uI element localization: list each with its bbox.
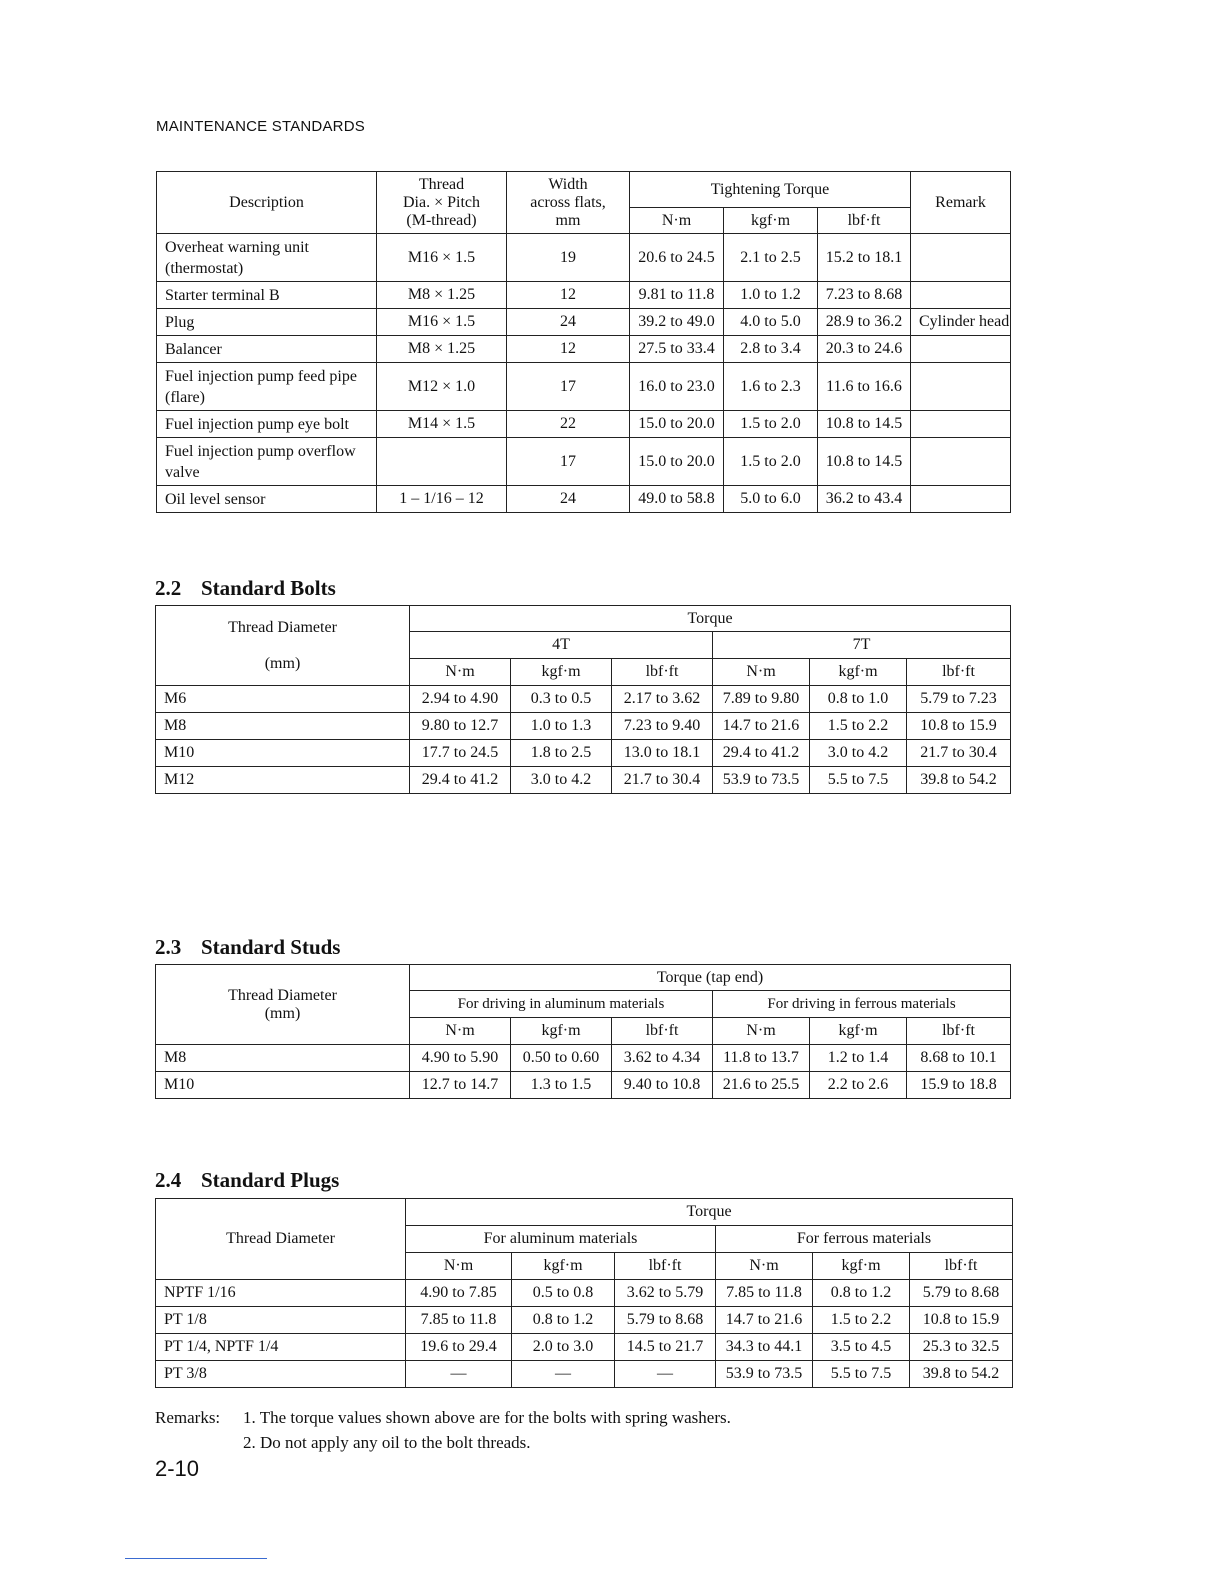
cell-nm: 2.94 to 4.90 (410, 686, 511, 713)
col-header-nm: N·m (410, 659, 511, 686)
remarks (155, 1405, 731, 1455)
col-header-kgfm: kgf·m (813, 1253, 910, 1280)
cell-nm: 14.7 to 21.6 (716, 1307, 813, 1334)
table-row (157, 309, 1011, 336)
table-row (157, 336, 1011, 363)
col-header-aluminum: For driving in aluminum materials (410, 991, 713, 1018)
cell-thread: M8 × 1.25 (377, 282, 507, 309)
cell-nm: 12.7 to 14.7 (410, 1072, 511, 1099)
col-header-nm: N·m (713, 659, 810, 686)
col-header-grade-7t: 7T (713, 632, 1011, 659)
cell-lbfft: 10.8 to 15.9 (910, 1307, 1013, 1334)
table-row (156, 1072, 1011, 1099)
col-header-kgfm: kgf·m (511, 1018, 612, 1045)
cell-kgfm: — (512, 1361, 615, 1388)
cell-lbfft: 39.8 to 54.2 (907, 767, 1011, 794)
cell-width: 24 (507, 486, 630, 513)
table-row (156, 713, 1011, 740)
cell-lbfft: — (615, 1361, 716, 1388)
cell-lbfft: 3.62 to 4.34 (612, 1045, 713, 1072)
cell-kgfm: 3.0 to 4.2 (810, 740, 907, 767)
cell-description: Fuel injection pump eye bolt (157, 411, 377, 438)
cell-kgfm: 1.6 to 2.3 (724, 363, 818, 411)
cell-lbfft: 21.7 to 30.4 (612, 767, 713, 794)
cell-thread-diameter: M8 (156, 713, 410, 740)
col-header-thread: Thread Dia. × Pitch (M-thread) (377, 172, 507, 234)
table-row (157, 486, 1011, 513)
cell-thread: M16 × 1.5 (377, 234, 507, 282)
cell-nm: 11.8 to 13.7 (713, 1045, 810, 1072)
cell-thread-diameter: M10 (156, 1072, 410, 1099)
cell-nm: 49.0 to 58.8 (630, 486, 724, 513)
cell-lbfft: 3.62 to 5.79 (615, 1280, 716, 1307)
cell-kgfm: 3.0 to 4.2 (511, 767, 612, 794)
section-title-standard-bolts: 2.2 Standard Bolts (155, 576, 336, 600)
cell-kgfm: 5.5 to 7.5 (810, 767, 907, 794)
cell-remark (911, 438, 1011, 486)
cell-lbfft: 5.79 to 8.68 (910, 1280, 1013, 1307)
cell-lbfft: 14.5 to 21.7 (615, 1334, 716, 1361)
cell-description: Starter terminal B (157, 282, 377, 309)
cell-remark (911, 486, 1011, 513)
cell-thread: 1 – 1/16 – 12 (377, 486, 507, 513)
table-row (156, 1334, 1013, 1361)
col-header-torque: Torque (406, 1199, 1013, 1226)
cell-remark: Cylinder head (911, 309, 1011, 336)
table-row (156, 686, 1011, 713)
table-row (156, 1307, 1013, 1334)
cell-lbfft: 15.2 to 18.1 (818, 234, 911, 282)
cell-nm: 7.85 to 11.8 (406, 1307, 512, 1334)
col-header-thread-diameter: Thread Diameter (mm) (156, 965, 410, 1045)
cell-kgfm: 3.5 to 4.5 (813, 1334, 910, 1361)
col-header-lbfft: lbf·ft (907, 1018, 1011, 1045)
table-row (157, 363, 1011, 411)
cell-kgfm: 1.2 to 1.4 (810, 1045, 907, 1072)
cell-thread: M14 × 1.5 (377, 411, 507, 438)
cell-thread (377, 438, 507, 486)
col-header-torque-tap-end: Torque (tap end) (410, 965, 1011, 991)
table-row (157, 438, 1011, 486)
cell-description: Fuel injection pump feed pipe (flare) (157, 363, 377, 411)
table-row (156, 740, 1011, 767)
cell-kgfm: 0.8 to 1.2 (813, 1280, 910, 1307)
cell-nm: 53.9 to 73.5 (713, 767, 810, 794)
cell-description: Overheat warning unit (thermostat) (157, 234, 377, 282)
cell-nm: 7.89 to 9.80 (713, 686, 810, 713)
cell-kgfm: 2.0 to 3.0 (512, 1334, 615, 1361)
cell-nm: 20.6 to 24.5 (630, 234, 724, 282)
col-header-kgfm: kgf·m (511, 659, 612, 686)
cell-lbfft: 39.8 to 54.2 (910, 1361, 1013, 1388)
cell-lbfft: 9.40 to 10.8 (612, 1072, 713, 1099)
cell-nm: 4.90 to 7.85 (406, 1280, 512, 1307)
cell-lbfft: 10.8 to 14.5 (818, 411, 911, 438)
cell-thread-diameter: NPTF 1/16 (156, 1280, 406, 1307)
standard-plugs-table (155, 1198, 1013, 1388)
cell-nm: 21.6 to 25.5 (713, 1072, 810, 1099)
cell-kgfm: 0.5 to 0.8 (512, 1280, 615, 1307)
cell-nm: 7.85 to 11.8 (716, 1280, 813, 1307)
cell-nm: 4.90 to 5.90 (410, 1045, 511, 1072)
cell-thread-diameter: PT 1/4, NPTF 1/4 (156, 1334, 406, 1361)
col-header-kgfm: kgf·m (512, 1253, 615, 1280)
cell-description: Oil level sensor (157, 486, 377, 513)
cell-kgfm: 1.3 to 1.5 (511, 1072, 612, 1099)
cell-lbfft: 11.6 to 16.6 (818, 363, 911, 411)
cell-thread-diameter: PT 1/8 (156, 1307, 406, 1334)
cell-kgfm: 0.8 to 1.2 (512, 1307, 615, 1334)
cell-nm: — (406, 1361, 512, 1388)
cell-thread: M8 × 1.25 (377, 336, 507, 363)
cell-kgfm: 1.8 to 2.5 (511, 740, 612, 767)
col-header-lbfft: lbf·ft (907, 659, 1011, 686)
cell-kgfm: 5.0 to 6.0 (724, 486, 818, 513)
cell-width: 17 (507, 363, 630, 411)
cell-kgfm: 0.8 to 1.0 (810, 686, 907, 713)
cell-lbfft: 36.2 to 43.4 (818, 486, 911, 513)
standard-plugs-table-body (156, 1280, 1013, 1388)
remark-item: 2. Do not apply any oil to the bolt threads. (243, 1433, 531, 1452)
cell-nm: 9.81 to 11.8 (630, 282, 724, 309)
cell-lbfft: 21.7 to 30.4 (907, 740, 1011, 767)
cell-lbfft: 13.0 to 18.1 (612, 740, 713, 767)
cell-nm: 15.0 to 20.0 (630, 411, 724, 438)
col-header-thread-diameter: Thread Diameter (156, 1199, 406, 1280)
torque-spec-table (156, 171, 1011, 513)
cell-nm: 39.2 to 49.0 (630, 309, 724, 336)
cell-nm: 29.4 to 41.2 (713, 740, 810, 767)
col-header-nm: N·m (410, 1018, 511, 1045)
standard-bolts-table-body (156, 686, 1011, 794)
standard-studs-table-body (156, 1045, 1011, 1099)
cell-kgfm: 0.50 to 0.60 (511, 1045, 612, 1072)
cell-description: Plug (157, 309, 377, 336)
cell-lbfft: 28.9 to 36.2 (818, 309, 911, 336)
cell-width: 24 (507, 309, 630, 336)
cell-lbfft: 10.8 to 15.9 (907, 713, 1011, 740)
cell-remark (911, 411, 1011, 438)
col-header-thread-diameter: Thread Diameter (mm) (156, 606, 410, 686)
standard-studs-table (155, 964, 1011, 1099)
page-number: 2-10 (155, 1456, 200, 1481)
footer-rule (125, 1558, 267, 1559)
col-header-aluminum: For aluminum materials (406, 1226, 716, 1253)
col-header-tightening-torque: Tightening Torque (630, 172, 911, 208)
cell-lbfft: 2.17 to 3.62 (612, 686, 713, 713)
col-header-ferrous: For ferrous materials (716, 1226, 1013, 1253)
cell-thread-diameter: M10 (156, 740, 410, 767)
cell-remark (911, 363, 1011, 411)
cell-width: 22 (507, 411, 630, 438)
table-row (157, 411, 1011, 438)
col-header-kgfm: kgf·m (810, 659, 907, 686)
col-header-nm: N·m (716, 1253, 813, 1280)
cell-kgfm: 2.2 to 2.6 (810, 1072, 907, 1099)
cell-width: 12 (507, 336, 630, 363)
col-header-lbfft: lbf·ft (612, 659, 713, 686)
cell-nm: 19.6 to 29.4 (406, 1334, 512, 1361)
cell-lbfft: 5.79 to 7.23 (907, 686, 1011, 713)
cell-nm: 15.0 to 20.0 (630, 438, 724, 486)
col-header-nm: N·m (406, 1253, 512, 1280)
cell-kgfm: 1.0 to 1.3 (511, 713, 612, 740)
col-header-lbfft: lbf·ft (818, 208, 911, 234)
section-title-standard-studs: 2.3 Standard Studs (155, 935, 341, 959)
cell-nm: 9.80 to 12.7 (410, 713, 511, 740)
col-header-remark: Remark (911, 172, 1011, 234)
col-header-description: Description (157, 172, 377, 234)
cell-width: 17 (507, 438, 630, 486)
cell-lbfft: 5.79 to 8.68 (615, 1307, 716, 1334)
table-row (156, 767, 1011, 794)
cell-width: 19 (507, 234, 630, 282)
table-row (157, 282, 1011, 309)
cell-remark (911, 282, 1011, 309)
cell-kgfm: 1.5 to 2.0 (724, 438, 818, 486)
cell-kgfm: 1.5 to 2.0 (724, 411, 818, 438)
table-row (156, 1280, 1013, 1307)
cell-remark (911, 234, 1011, 282)
section-title-standard-plugs: 2.4 Standard Plugs (155, 1168, 340, 1192)
col-header-grade-4t: 4T (410, 632, 713, 659)
cell-remark (911, 336, 1011, 363)
cell-description: Balancer (157, 336, 377, 363)
cell-lbfft: 15.9 to 18.8 (907, 1072, 1011, 1099)
cell-nm: 17.7 to 24.5 (410, 740, 511, 767)
cell-nm: 27.5 to 33.4 (630, 336, 724, 363)
col-header-width: Width across flats, mm (507, 172, 630, 234)
remarks-label: Remarks: (155, 1408, 221, 1427)
cell-lbfft: 25.3 to 32.5 (910, 1334, 1013, 1361)
cell-thread: M16 × 1.5 (377, 309, 507, 336)
cell-nm: 53.9 to 73.5 (716, 1361, 813, 1388)
cell-thread-diameter: M6 (156, 686, 410, 713)
col-header-ferrous: For driving in ferrous materials (713, 991, 1011, 1018)
col-header-lbfft: lbf·ft (910, 1253, 1013, 1280)
cell-nm: 34.3 to 44.1 (716, 1334, 813, 1361)
cell-lbfft: 8.68 to 10.1 (907, 1045, 1011, 1072)
table-row (156, 1045, 1011, 1072)
cell-lbfft: 7.23 to 9.40 (612, 713, 713, 740)
cell-kgfm: 2.8 to 3.4 (724, 336, 818, 363)
cell-kgfm: 1.5 to 2.2 (813, 1307, 910, 1334)
cell-description: Fuel injection pump overflow valve (157, 438, 377, 486)
col-header-nm: N·m (630, 208, 724, 234)
cell-thread-diameter: M12 (156, 767, 410, 794)
col-header-lbfft: lbf·ft (615, 1253, 716, 1280)
cell-thread-diameter: M8 (156, 1045, 410, 1072)
col-header-kgfm: kgf·m (724, 208, 818, 234)
table-row (157, 234, 1011, 282)
cell-width: 12 (507, 282, 630, 309)
cell-nm: 29.4 to 41.2 (410, 767, 511, 794)
cell-thread-diameter: PT 3/8 (156, 1361, 406, 1388)
col-header-nm: N·m (713, 1018, 810, 1045)
torque-spec-table-body (157, 234, 1011, 513)
cell-nm: 14.7 to 21.6 (713, 713, 810, 740)
cell-thread: M12 × 1.0 (377, 363, 507, 411)
cell-kgfm: 1.0 to 1.2 (724, 282, 818, 309)
col-header-torque: Torque (410, 606, 1011, 632)
cell-kgfm: 0.3 to 0.5 (511, 686, 612, 713)
remark-item: 1. The torque values shown above are for the bolts with spring washers. (243, 1408, 731, 1427)
standard-bolts-table (155, 605, 1011, 794)
col-header-lbfft: lbf·ft (612, 1018, 713, 1045)
table-row (156, 1361, 1013, 1388)
cell-lbfft: 20.3 to 24.6 (818, 336, 911, 363)
cell-kgfm: 4.0 to 5.0 (724, 309, 818, 336)
cell-lbfft: 7.23 to 8.68 (818, 282, 911, 309)
cell-kgfm: 5.5 to 7.5 (813, 1361, 910, 1388)
cell-kgfm: 2.1 to 2.5 (724, 234, 818, 282)
page-header: MAINTENANCE STANDARDS (156, 118, 365, 135)
cell-lbfft: 10.8 to 14.5 (818, 438, 911, 486)
cell-kgfm: 1.5 to 2.2 (810, 713, 907, 740)
cell-nm: 16.0 to 23.0 (630, 363, 724, 411)
col-header-kgfm: kgf·m (810, 1018, 907, 1045)
